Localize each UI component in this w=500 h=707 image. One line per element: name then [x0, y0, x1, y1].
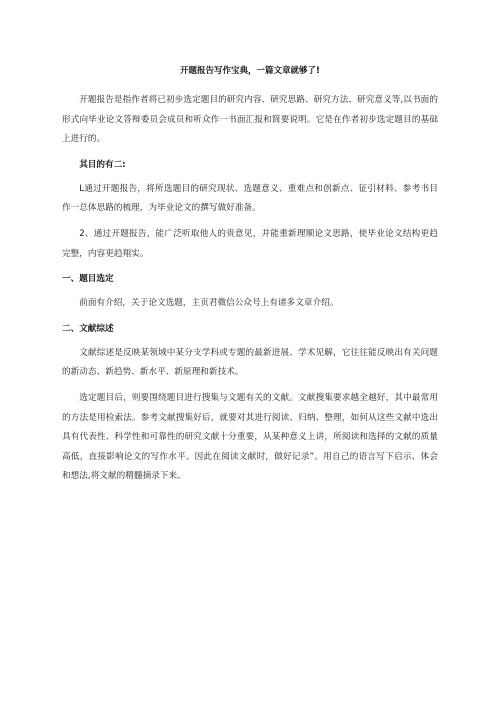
literature-review-paragraph-1: 文献综述是反映某领域中某分支学科或专题的最新进展、学术见解，它往往能反映出有关问题的新动态、新趋势、新水平、新原理和新技术。: [62, 347, 438, 378]
intro-paragraph: 开题报告是指作者将已初步选定题目的研究内容、研究思路、研究方法、研究意义等,以书面的形式向毕业论文答辩委员会成员和听众作一书面汇报和简要说明。它是在作者初步选定题目的基础上进行的。: [62, 95, 438, 145]
section-heading-topic-selection: 一、题目选定: [62, 274, 114, 285]
document-body: [62, 64, 438, 493]
purpose-heading: 其目的有二:: [79, 159, 126, 170]
purpose-item-2: 2、通过开题报告，能广泛听取他人的贵意见，并能重新理顺论文思路，使毕业论文结构更趋完整，内容更趋翔实。: [62, 228, 438, 259]
purpose-item-1: L通过开题报告，将所选题目的研究现状、选题意义、重难点和创新点、征引材料、参考书目作一总体思路的梳理，为毕业论文的撰写做好准备。: [62, 183, 438, 214]
section-heading-literature-review: 二、文献综述: [62, 323, 114, 334]
literature-review-paragraph-2: 选定题目后，则要围绕题目进行搜集与文题有关的文献。文献搜集要求越全越好，其中最常用的方法是用检索法。参考文献搜集好后，就要对其进行阅读、归纳、整理，如何从这些文献中选出具有代表性、科学性和可靠性的研究文献十分重要，从某种意义上讲，所阅读和选择的文献的质量高低，直接影响论文的写作水平。因此在阅读文献时，做好记录”。用自己的语言写下启示、体会和想法,将文献的精髓摘录下来。: [62, 392, 438, 482]
document-title: 开题报告写作宝典，一篇文章就够了!: [180, 66, 320, 76]
section-topic-selection-body: 前面有介绍，关于论文选题，主页君微信公众号上有诸多文章介绍。: [79, 298, 339, 309]
